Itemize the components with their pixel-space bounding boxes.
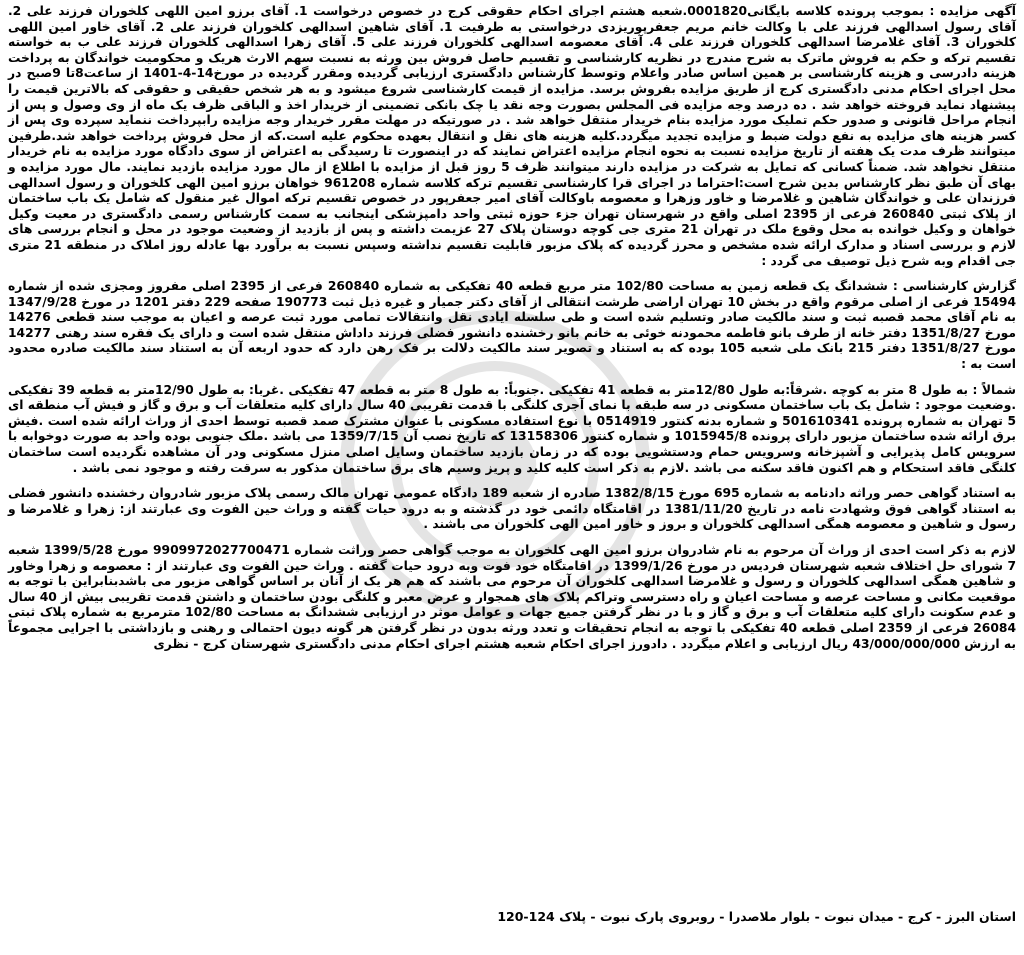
- notice-address: استان البرز - کرج - میدان نبوت - بلوار ملاصدرا - روبروی پارک نبوت - پلاک 124-120: [497, 909, 1016, 924]
- notice-paragraph-boundaries: شمالاً : به طول 8 متر به کوچه .شرقاً:به طول 12/80متر به قطعه 41 تفکیکی .جنوباً: به طول 8 متر به قطعه 47 تفکیکی .غربا: به طول 12/90متر به قطعه 39 تفکیکی .وضعیت موجود : شامل یک باب ساختمان مسکونی در سه طبقه با نمای آجری کلنگی با قدمت تقریبی 40 سال دارای کلیه متعلقات آب و برق و گاز و فیش آب منطقه ای 5 تهران به شماره پرونده 501610341 و شماره بدنه کنتور 0514919 با نوع استفاده مسکونی با عنوان مشترک صمد قصبه توسط احدی از وراث ارائه شده است .فیش برق ارائه شده ساختمان مزبور دارای پرونده 1015945/8 و شماره کنتور 13158306 که تاریخ نصب آن 1359/7/15 می باشد .ملک جنوبی بوده واحد به صورت دوخوابه با سرویس کامل پذیرایی و آشپزخانه وسرویس حمام ودستشویی بوده که در زمان بازدید ساختمان وسایل اصلی منزل مسکونی ودر آن مشاهده نگردیده است ساختمان کلنگی فاقد استحکام و هم اکنون فاقد سکنه می باشد .لازم به ذکر است کلیه کلید و پریز وسیم های برق ساختمان مذکور به سرقت رفته و موجود نمی باشد .: [8, 382, 1017, 475]
- notice-paragraph-valuation: لازم به ذکر است احدی از وراث آن مرحوم به نام شادروان برزو امین الهی کلخوران به موجب گواهی حصر وراثت شماره 9909972027700471 مورخ 1399/5/28 شعبه 7 شورای حل اختلاف شعبه شهرستان فردیس در مورخ 1399/1/26 در اقامتگاه خود فوت وبه درود حیات گفته . وراث حین الفوت وی عبارتند از : معصومه و زهرا وخاور و شاهین همگی اسدالهی کلخوران و رسول و غلامرضا اسدالهی کلخوران آن مرحوم می باشند که هم هر یک از آنان بر اساس گواهی مزبور می باشدبنابراین با توجه به موقعیت مکانی و مساحت عرصه و مساحت اعیان و راه دسترسی وتراکم پلاک های همجوار و عرض معبر و کلنگی بودن ساختمان و داشتن قدمت تقریبی بیش از 40 سال و عدم سکونت دارای کلیه متعلقات آب و برق و گاز و با در نظر گرفتن جمیع جهات و عوامل موثر در ارزیابی ششدانگ به مساحت 102/80 مترمربع به شماره پلاک ثبتی 26084 فرعی از 2359 اصلی قطعه 40 تفکیکی با توجه به انجام تحقیقات و تعدد ورثه بدون در نظر گرفتن هر گونه دیون احتمالی و رهنی و بازداشتی با اجرایی مجموعاً به ارزش 43/000/000/000 ریال ارزیابی و اعلام میگردد . دادورز اجرای احکام شعبه هشتم اجرای احکام مدنی دادگستری شهرستان کرج - نظری: [8, 543, 1017, 651]
- notice-paragraph-expert-report: گزارش کارشناسی : ششدانگ یک قطعه زمین به مساحت 102/80 متر مربع قطعه 40 تفکیکی به شماره 260840 فرعی از 2395 اصلی مفروز ومجزی شده از شماره 15494 فرعی از اصلی مرقوم واقع در بخش 10 تهران اراضی طرشت انتقالی از آقای دکتر جمیار و غیره ذیل ثبت 190773 صفحه 229 دفتر 1201 در مورخ 1347/9/28 به نام آقای محمد قصبه ثبت و سند مالکیت صادر وتسلیم شده است و طی سلسله ایادی نقل وانتقالات تمامی مورد ثبت عرصه و اعیان به موجب سند قطعی 14276 مورخ 1351/8/27 دفتر خانه از طرف بانو فاطمه محمودنه خوئی به خانم بانو رخشنده دانشور فضلی فرزند داداش منتقل شده است و دارای یک فقره سند رهنی 14277 مورخ 1351/8/27 دفتر 215 بانک ملی شعبه 105 بوده که به استناد و تصویر سند مالکیت دلالت بر فک رهن دارد که حدود اربعه آن به استناد سند مالکیت صادره محدود است به :: [8, 279, 1017, 372]
- notice-paragraph-inheritance: به استناد گواهی حصر وراثه دادنامه به شماره 695 مورخ 1382/8/15 صادره از شعبه 189 دادگاه عمومی تهران مالک رسمی پلاک مزبور شادروان رخشنده دانشور فضلی به استناد گواهی فوق وشهادت نامه در تاریخ 1381/11/20 در اقامتگاه دائمی خود در گذشته و به درود حیات گفته و وراث حین الفوت وی عبارتند از: زهرا و غلامرضا و رسول و شاهین و معصومه همگی اسدالهی کلخوران و بروز و خاور امین الهی کلخوران می باشند .: [8, 486, 1016, 532]
- auction-notice: [8, 4, 1016, 949]
- notice-paragraph-intro: آگهی مزایده : بموجب پرونده کلاسه بایگانی0001820.شعبه هشتم اجرای احکام حقوقی کرج در خصوص درخواست 1. آقای برزو امین اللهی کلخوران فرزند علی 2. آقای رسول اسدالهی فرزند علی با وکالت خانم مریم جعفرپوریزدی درخواستی به طرفیت 1. آقای شاهین اسدالهی کلخوران فرزند علی 2. آقای خاور امین اللهی کلخوران 3. آقای غلامرضا اسدالهی کلخوران فرزند علی 4. آقای معصومه اسدالهی کلخوران فرزند علی 5. آقای زهرا اسدالهی کلخوران فرزند علی ب به خواسته تقسیم ترکه و حکم به فروش ماترک به شرح مندرج در نظریه کارشناسی و تقسیم حاصل فروش بین ورثه به نسبت سهم الارث هریک و محکومیت خواندگان به پرداخت هزینه دادرسی و هزینه کارشناسی بر همین اساس صادر واعلام وتوسط کارشناس دادگستری ارزیابی گردیده ومقرر گردیده در مورخ14-4-1401 از ساعت8تا 9صبح در محل اجرای احکام مدنی دادگستری کرج از طریق مزایده بفروش برسد. مزایده از قیمت کارشناسی شروع میشود و به هر شخص حقیقی و حقوقی که بالاترین قیمت را پیشنهاد نماید فروخته خواهد شد . ده درصد وجه مزایده فی المجلس بصورت وجه نقد یا چک بانکی تضمینی از خریدار اخذ و الباقی ظرف یک ماه از وی وصول و پس از انجام مراحل قانونی و صدور حکم تملیک مورد مزایده بنام خریدار منتقل خواهد شد . در صورتیکه در مهلت مقرر خریدار وجه مزایده رابپرداخت ننماید سپرده وی پس از کسر هزینه های مزایده به نفع دولت ضبط و مزایده تجدید میگردد.کلیه هزینه های نقل و انتقال بعهده محکوم علیه است.که از محل فروش پرداخت خواهد شد.طرفین میتوانند ظرف مدت یک هفته از تاریخ مزایده نسبت به نحوه انجام مزایده اعتراض نمایند که در اینصورت تا رسیدگی به اعتراض از سوی دادگاه مورد مزایده به نام خریدار منتقل نخواهد شد. ضمناً کسانی که تمایل به شرکت در مزایده دارند میتوانند ظرف 5 روز قبل از مزایده با اطلاع از مال مورد مزایده بازدید نمایند. مال مورد مزایده و بهای آن طبق نظر کارشناس بدین شرح است:احتراما در اجرای قرا کارشناسی تقسیم ترکه کلاسه شماره 961208 خواهان برزو امین الهی کلخوران و رسول اسدالهی فرزندان علی و خواندگان شاهین و غلامرضا و خاور وزهرا و معصومه باوکالت آقای امیر جعفرپور در خصوص تقسیم ترکه اموال غیر منقول که شامل یک باب ساختمان از پلاک ثبتی 260840 فرعی از 2395 اصلی واقع در شهرستان تهران جزء حوزه ثبتی واحد دامپزشکی اینجانب به سمت کارشناس رسمی دادگستری در معیت وکیل خواهان و وکیل خوانده به محل وقوع ملک در تهران 21 متری جی کوچه دوستان پلاک 27 عزیمت داشته و پس از بازدید از وضعیت موجود در محل و انجام بررسی های لازم و بررسی اسناد و مدارک ارائه شده مشخص و محرز گردیده که پلاک مزبور قابلیت تقسیم نداشته وسپس نسبت به برآورد بها عادله روز املاک در منطقه 21 متری جی اقدام وبه شرح ذیل توصیف می گردد :: [8, 4, 1017, 268]
